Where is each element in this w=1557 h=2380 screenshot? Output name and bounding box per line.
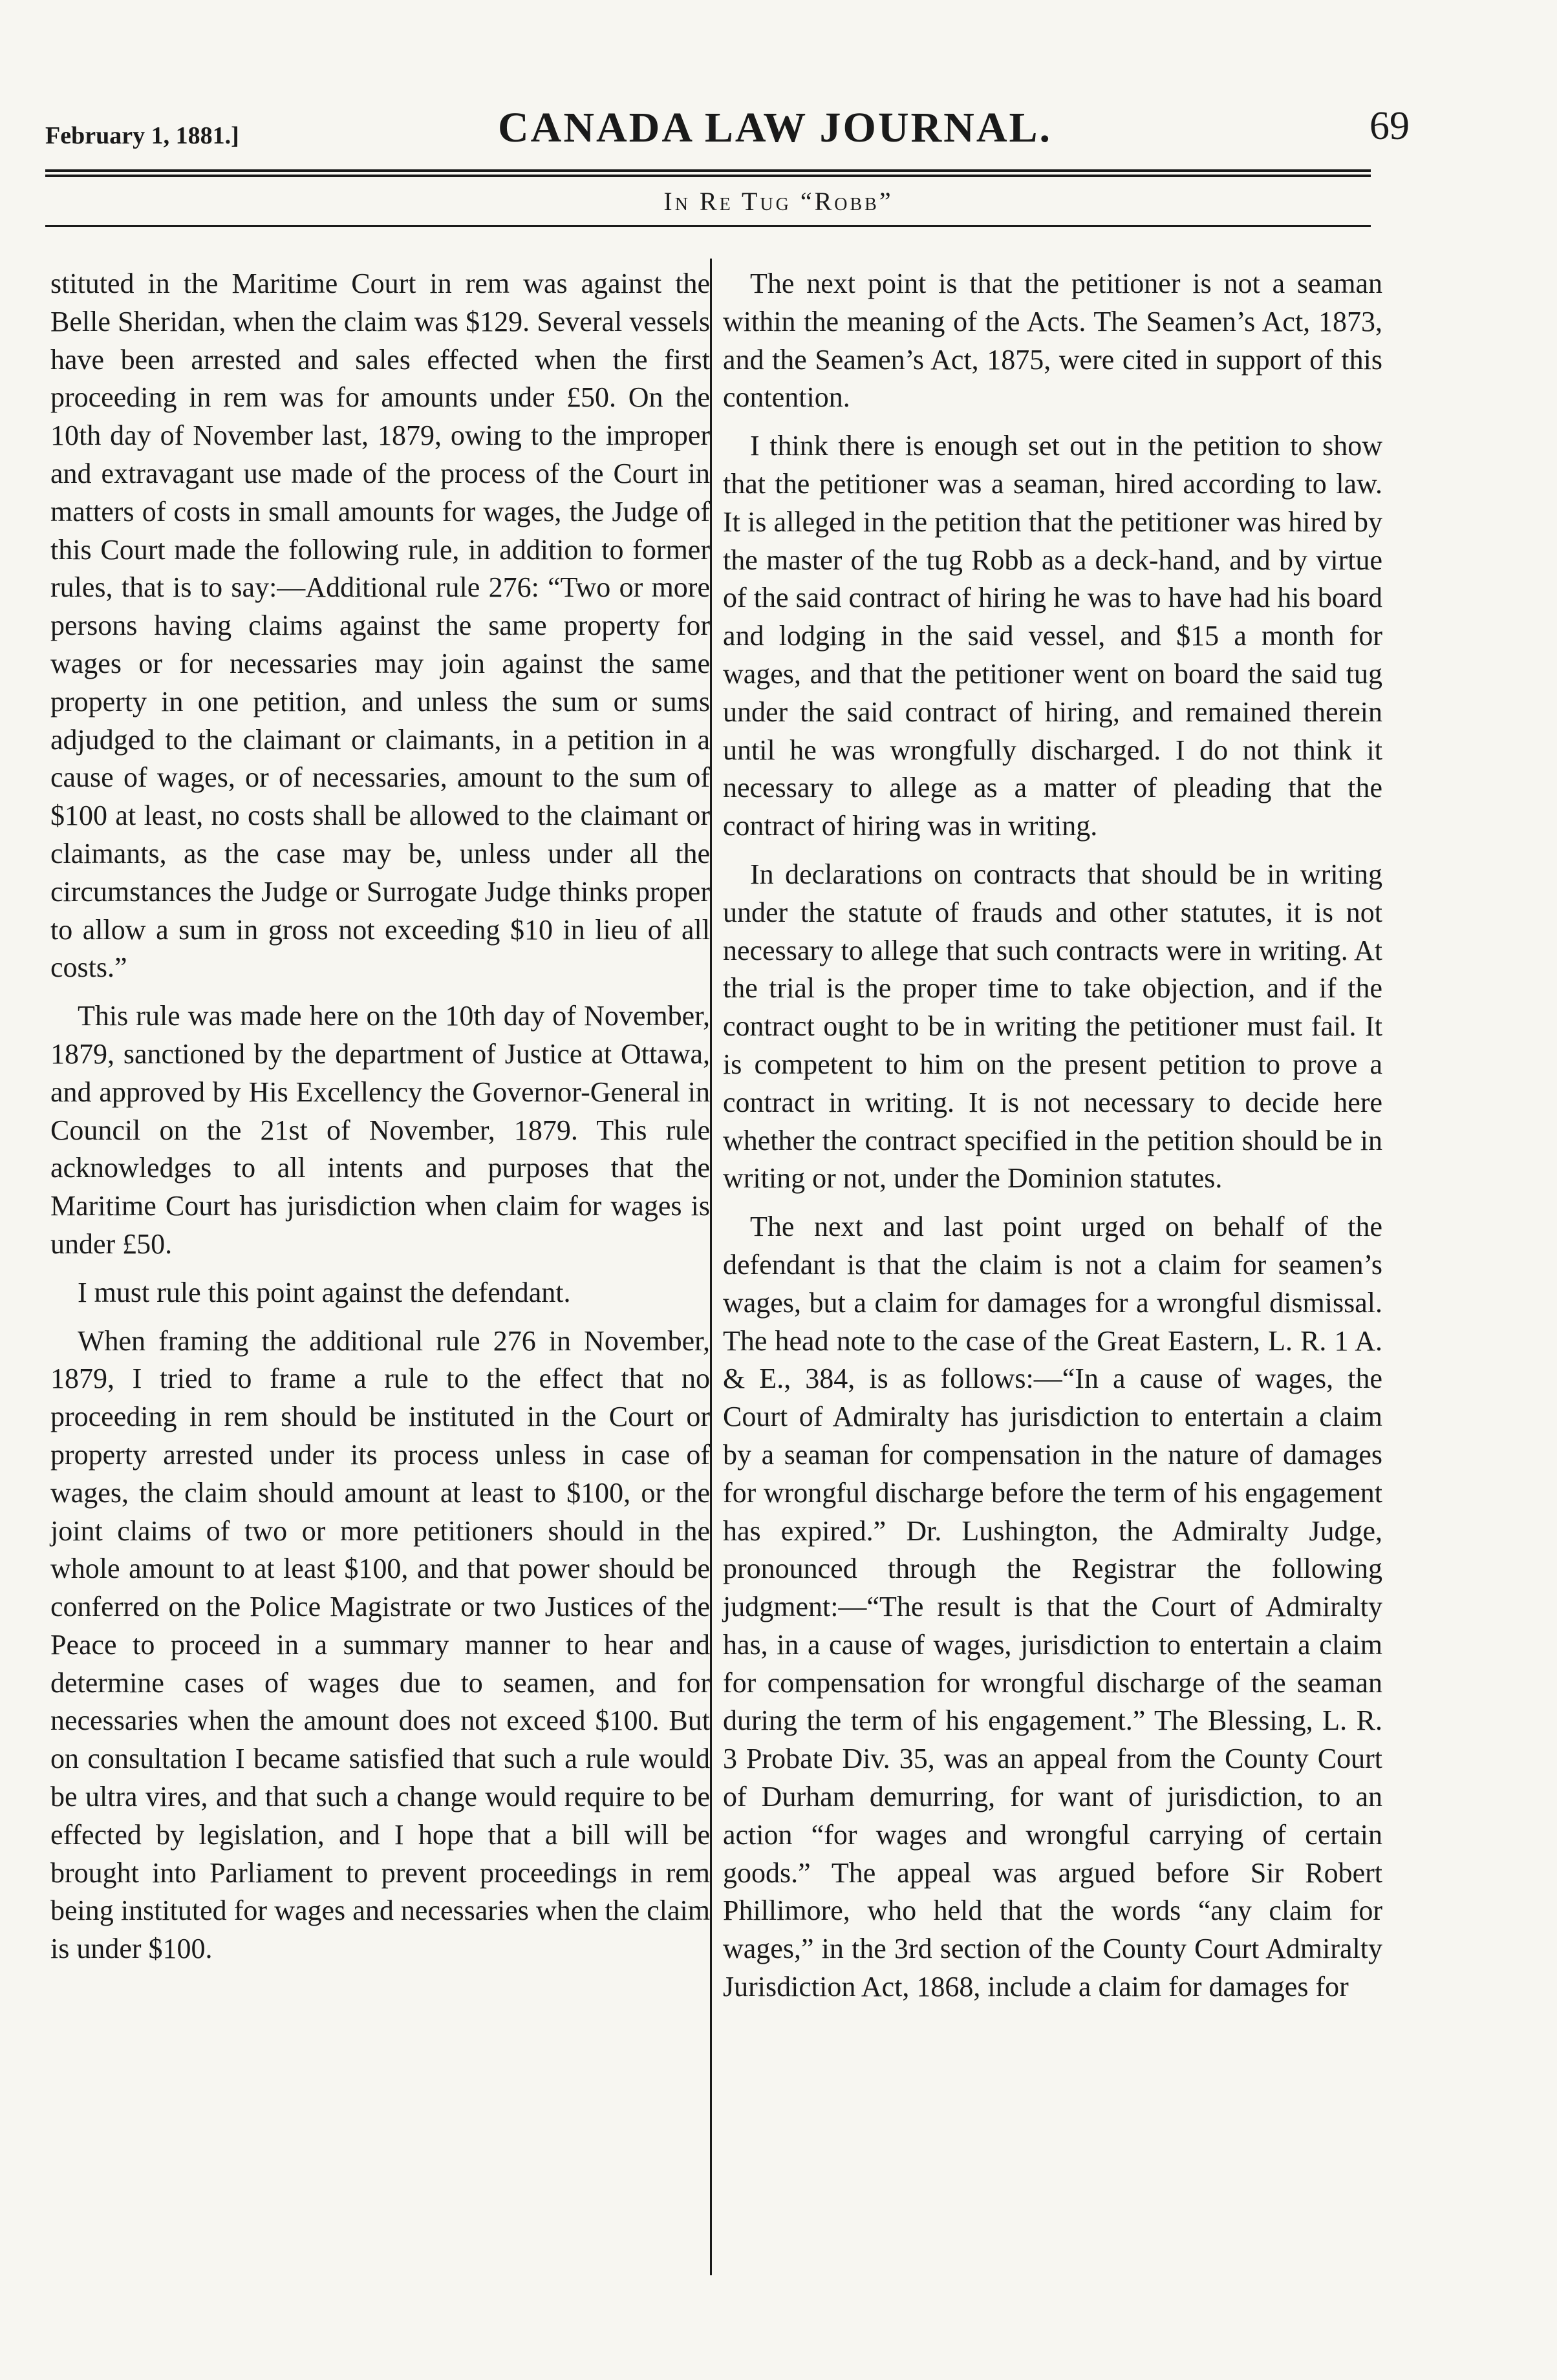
left-paragraph-2: This rule was made here on the 10th day of November, 1879, sanctioned by the department of Justice at Ottawa, and approved by His Excellency the Governor-General in Council on the 21st of November, 1879. This rule acknowledges to all intents and purposes that the Maritime Court has jurisdiction when claim for wages is under £50. [50, 1000, 710, 1260]
left-paragraph-1: stituted in the Maritime Court in rem was against the Belle Sheridan, when the claim was $129. Several vessels have been arrested and sales effected when the first proceeding in rem was for amounts under £50. On the 10th day of November last, 1879, owing to the improper and extravagant use made of the process of the Court in matters of costs in small amounts for wages, the Judge of this Court made the following rule, in addition to former rules, that is to say:—Additional rule 276: “Two or more persons having claims against the same property for wages or for necessaries may join against the same property in one petition, and unless the sum or sums adjudged to the claimant or claimants, in a petition in a cause of wages, or of necessaries, amount to the sum of $100 at least, no costs shall be allowed to the claimant or claimants, as the case may be, unless under all the circumstances the Judge or Surrogate Judge thinks proper to allow a sum in gross not exceeding $10 in lieu of all costs.” [50, 268, 710, 984]
column-divider [710, 259, 712, 2275]
page-number: 69 [1369, 104, 1410, 148]
journal-title: CANADA LAW JOURNAL. [498, 104, 1053, 151]
right-paragraph-1: The next point is that the petitioner is not a seaman within the meaning of the Acts. The Seamen’s Act, 1873, and the Seamen’s Act, 1875, were cited in support of this contention. [723, 268, 1382, 414]
left-paragraph-4: When framing the additional rule 276 in November, 1879, I tried to frame a rule to the effect that no proceeding in rem should be instituted in the Court or property arrested under its process unless in case of wages, the claim should amount at least to $100, or the joint claims of two or more petitioners should in the whole amount to at least $100, and that power should be conferred on the Police Magistrate or two Justices of the Peace to proceed in a summary manner to hear and determine cases of wages due to seamen, and for necessaries when the amount does not exceed $100. But on consultation I became satisfied that such a rule would be ultra vires, and that such a change would require to be effected by legislation, and I hope that a bill will be brought into Parliament to prevent proceedings in rem being instituted for wages and necessaries when the claim is under $100. [50, 1324, 710, 1965]
right-paragraph-2: I think there is enough set out in the petition to show that the petitioner was a seaman, hired according to law. It is alleged in the petition that the petitioner was hired by the master of the tug Robb as a deck-hand, and by virtue of the said contract of hiring he was to have had his board and lodging in the said vessel, and $15 a month for wages, and that the petitioner went on board the said tug under the said contract of hiring, and remained therein until he was wrongfully discharged. I do not think it necessary to allege as a matter of pleading that the contract of hiring was in writing. [723, 430, 1382, 842]
header-rule-bottom [45, 175, 1371, 177]
right-paragraph-3: In declarations on contracts that should be in writing under the statute of frauds and other statutes, it is not necessary to allege that such contracts were in writing. At the trial is the proper time to take objection, and if the contract ought to be in writing the petitioner must fail. It is competent to him on the present petition to prove a contract in writing. It is not necessary to decide here whether the contract specified in the petition should be in writing or not, under the Dominion statutes. [723, 858, 1382, 1195]
issue-date: February 1, 1881.] [45, 122, 239, 149]
left-column [50, 265, 710, 1968]
running-head-rule [45, 225, 1371, 227]
right-paragraph-4: The next and last point urged on behalf of the defendant is that the claim is not a claim for seamen’s wages, but a claim for damages for a wrongful dismissal. The head note to the case of the Great Eastern, L. R. 1 A. & E., 384, is as follows:—“In a cause of wages, the Court of Admiralty has jurisdiction to entertain a claim by a seaman for compensation in the nature of damages for wrongful discharge before the term of his engagement has expired.” Dr. Lushington, the Admiralty Judge, pronounced through the Registrar the following judgment:—“The result is that the Court of Admiralty has, in a cause of wages, jurisdiction to entertain a claim for compensation for wrongful discharge of the seaman during the term of his engagement.” The Blessing, L. R. 3 Probate Div. 35, was an appeal from the County Court of Durham demurring, for want of jurisdiction, to an action “for wages and wrongful carrying of certain goods.” The appeal was argued before Sir Robert Phillimore, who held that the words “any claim for wages,” in the 3rd section of the County Court Admiralty Jurisdiction Act, 1868, include a claim for damages for [723, 1211, 1382, 2003]
right-column [723, 265, 1382, 2006]
left-paragraph-3: I must rule this point against the defendant. [78, 1276, 571, 1308]
page-header [45, 103, 1410, 162]
running-head: In Re Tug “Robb” [663, 187, 894, 216]
header-rule-top [45, 169, 1371, 172]
